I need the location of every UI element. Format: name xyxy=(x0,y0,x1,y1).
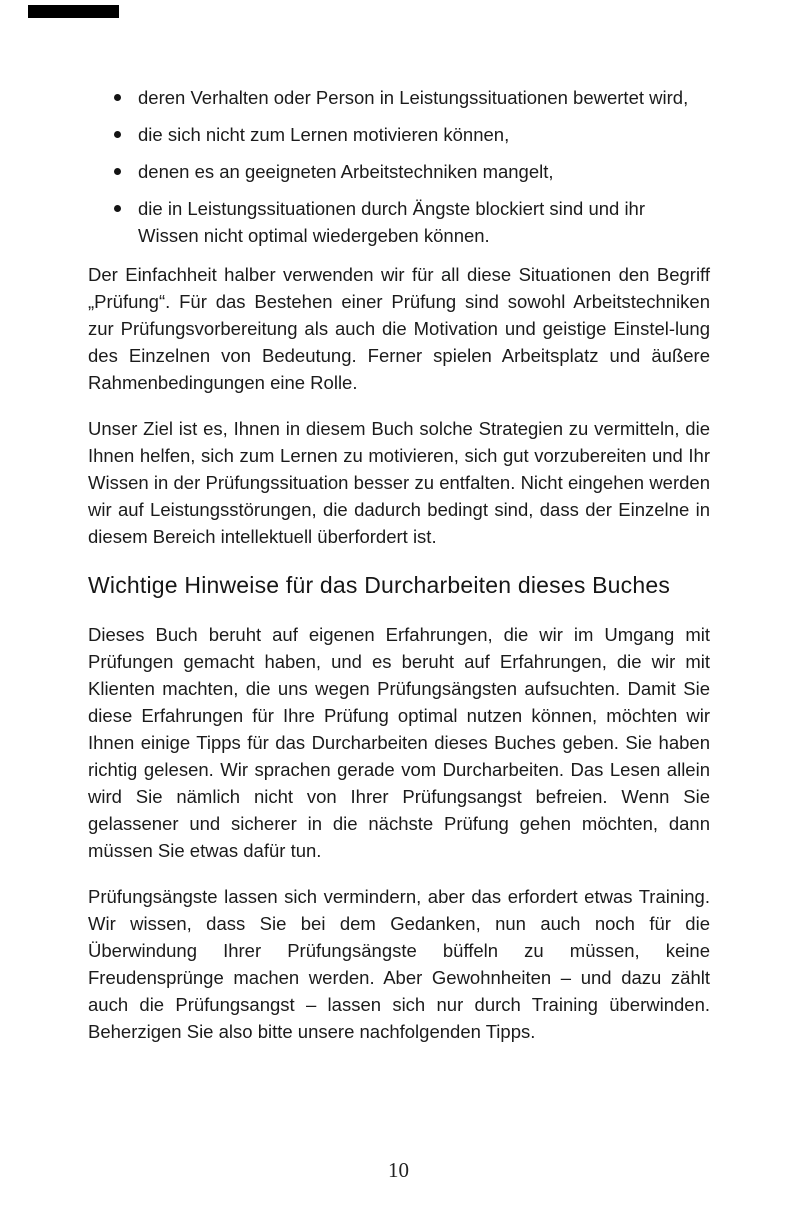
bullet-icon xyxy=(114,94,121,101)
bullet-icon xyxy=(114,131,121,138)
section-heading: Wichtige Hinweise für das Durcharbeiten dieses Buches xyxy=(88,572,671,598)
list-item-text: die sich nicht zum Lernen motivieren können, xyxy=(138,124,510,145)
bullet-icon xyxy=(114,205,121,212)
scan-artifact-mark xyxy=(28,5,119,18)
list-item xyxy=(88,158,710,185)
paragraph-goal: Unser Ziel ist es, Ihnen in diesem Buch solche Strategien zu vermitteln, die Ihnen helfen, sich zum Lernen zu motivieren, sich gut vorzubereiten und Ihr Wissen in der Prüfungssituation besser zu entfalten. Nicht eingehen werden wir auf Leistungsstörungen, die dadurch bedingt sind, dass der Einzelne in diesem Bereich intellektuell überfordert ist. xyxy=(88,418,710,547)
page-content xyxy=(88,84,710,1064)
paragraph-experience: Dieses Buch beruht auf eigenen Erfahrungen, die wir im Umgang mit Prüfungen gemacht haben, und es beruht auf Erfahrungen, die wir mit Klienten machten, die uns wegen Prüfungsängsten aufsuchten. Damit Sie diese Erfahrungen für Ihre Prüfung optimal nutzen können, möchten wir Ihnen einige Tipps für das Durcharbeiten dieses Buches geben. Sie haben richtig gelesen. Wir sprachen gerade vom Durcharbeiten. Das Lesen allein wird Sie nämlich nicht von Ihrer Prüfungsangst befreien. Wenn Sie gelassener und sicherer in die nächste Prüfung gehen möchten, dann müssen Sie etwas dafür tun. xyxy=(88,624,710,861)
list-item-text: die in Leistungssituationen durch Ängste blockiert sind und ihr Wissen nicht optimal wiedergeben können. xyxy=(138,198,646,246)
bullet-list xyxy=(88,84,710,249)
paragraph-definition: Der Einfachheit halber verwenden wir für all diese Situationen den Begriff „Prüfung“. Für das Bestehen einer Prüfung sind sowohl Arbeitstechniken zur Prüfungsvorbereitung als auch die Motivation und geistige Einstel-lung des Einzelnen von Bedeutung. Ferner spielen Arbeitsplatz und äußere Rahmenbedingungen eine Rolle. xyxy=(88,264,710,393)
paragraph-training: Prüfungsängste lassen sich vermindern, aber das erfordert etwas Training. Wir wissen, dass Sie bei dem Gedanken, nun auch noch für die Überwindung Ihrer Prüfungsängste büffeln zu müssen, keine Freudensprünge machen werden. Aber Gewohnheiten – und dazu zählt auch die Prüfungsangst – lassen sich nur durch Training überwinden. Beherzigen Sie also bitte unsere nachfolgenden Tipps. xyxy=(88,886,710,1042)
page-number: 10 xyxy=(388,1158,409,1182)
list-item-text: denen es an geeigneten Arbeitstechniken mangelt, xyxy=(138,161,554,182)
list-item-text: deren Verhalten oder Person in Leistungssituationen bewertet wird, xyxy=(138,87,689,108)
list-item xyxy=(88,84,710,111)
list-item xyxy=(88,121,710,148)
list-item xyxy=(88,195,710,249)
bullet-icon xyxy=(114,168,121,175)
